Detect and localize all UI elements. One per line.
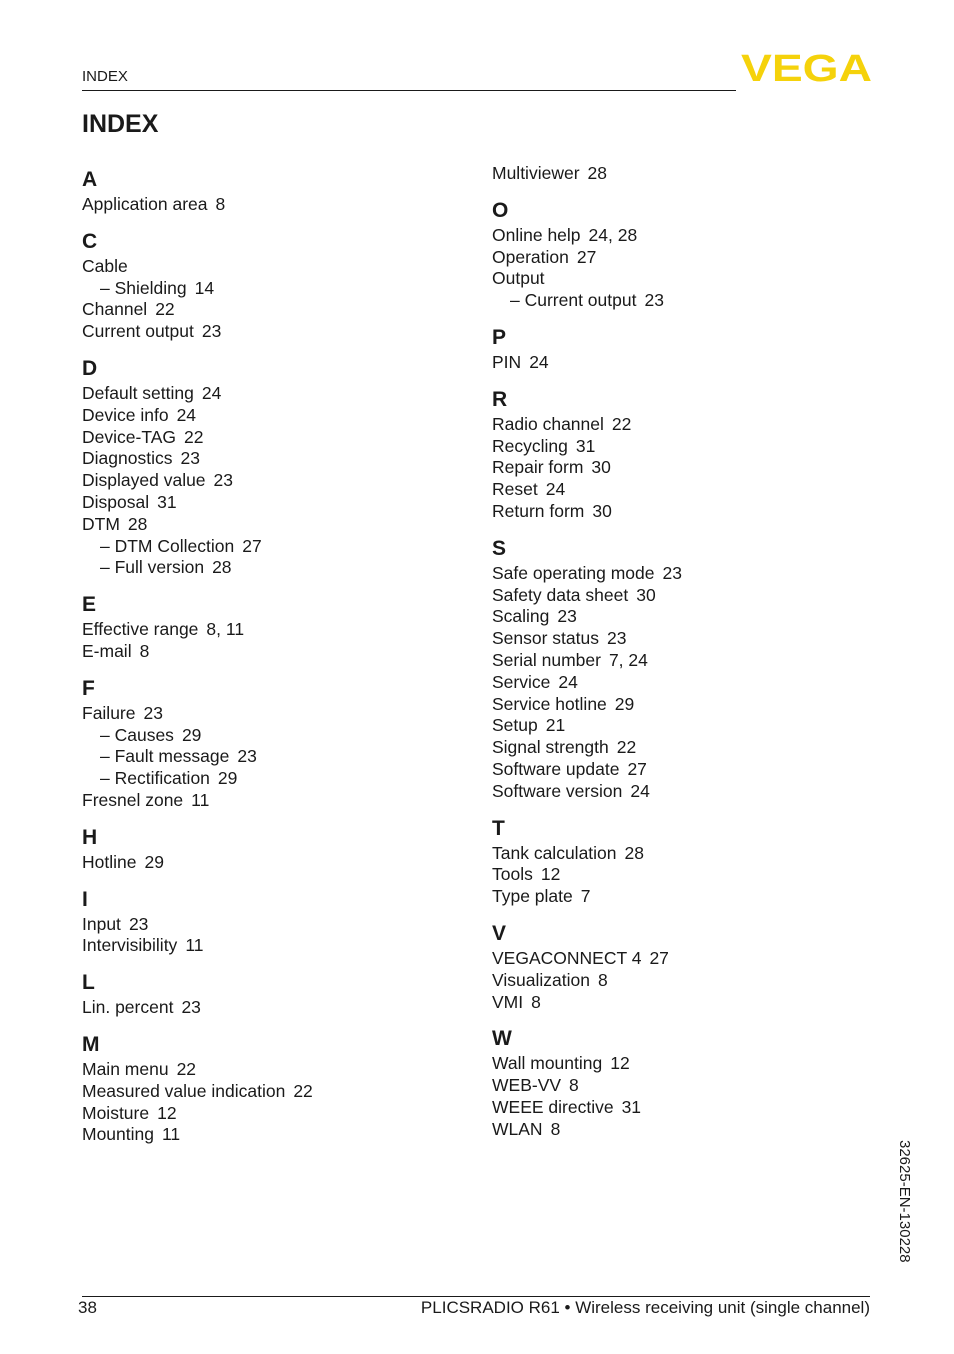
index-entry bbox=[492, 1075, 852, 1097]
section-letter: O bbox=[492, 198, 509, 222]
entry-page-ref: 23 bbox=[557, 606, 577, 627]
entry-term: Software update bbox=[492, 758, 620, 779]
index-entry bbox=[492, 163, 852, 185]
entry-term: Return form bbox=[492, 500, 585, 521]
entry-term: Fresnel zone bbox=[82, 789, 184, 810]
entry-page-ref: 14 bbox=[194, 277, 215, 298]
index-column-right bbox=[492, 163, 852, 1141]
index-subentry bbox=[82, 768, 442, 790]
index-entry bbox=[82, 1103, 442, 1125]
index-subentry bbox=[82, 746, 442, 768]
header-divider bbox=[82, 90, 736, 91]
index-entry bbox=[82, 914, 442, 936]
index-entry bbox=[82, 619, 442, 641]
entry-page-ref: 21 bbox=[545, 715, 566, 736]
entry-page-ref: 7, 24 bbox=[608, 649, 648, 670]
entry-page-ref: 27 bbox=[242, 535, 262, 556]
entry-page-ref: 24 bbox=[176, 404, 197, 425]
footer-divider bbox=[82, 1296, 870, 1297]
index-entry bbox=[82, 405, 442, 427]
section-letter: D bbox=[82, 356, 98, 380]
index-entry bbox=[492, 843, 852, 865]
section-letter: I bbox=[82, 887, 88, 911]
entry-term: – Rectification bbox=[100, 768, 210, 789]
index-entry bbox=[492, 606, 852, 628]
entry-term: Failure bbox=[82, 702, 136, 723]
index-entry bbox=[82, 448, 442, 470]
entry-term: Serial number bbox=[492, 649, 601, 670]
entry-page-ref: 22 bbox=[176, 1058, 197, 1079]
entry-term: Signal strength bbox=[492, 737, 609, 758]
index-entry bbox=[492, 970, 852, 992]
section-letter: L bbox=[82, 971, 95, 995]
entry-page-ref: 24 bbox=[529, 351, 549, 372]
index-subentry bbox=[82, 278, 442, 300]
entry-term: Hotline bbox=[82, 851, 137, 872]
entry-page-ref: 22 bbox=[155, 299, 175, 320]
index-entry bbox=[492, 864, 852, 886]
section-letter: C bbox=[82, 229, 98, 253]
entry-term: Output bbox=[492, 268, 545, 289]
entry-page-ref: 29 bbox=[181, 724, 202, 745]
section-letter: F bbox=[82, 676, 95, 700]
entry-term: Default setting bbox=[82, 382, 194, 403]
entry-term: Setup bbox=[492, 715, 538, 736]
entry-term: Scaling bbox=[492, 606, 550, 627]
entry-page-ref: 12 bbox=[157, 1102, 177, 1123]
index-entry bbox=[492, 457, 852, 479]
running-header: INDEX bbox=[82, 68, 128, 85]
entry-term: Operation bbox=[492, 246, 569, 267]
entry-term: Lin. percent bbox=[82, 997, 174, 1018]
index-entry bbox=[82, 790, 442, 812]
entry-term: VMI bbox=[492, 991, 524, 1012]
index-entry bbox=[492, 1119, 852, 1141]
entry-page-ref: 27 bbox=[627, 758, 647, 779]
index-entry bbox=[492, 436, 852, 458]
entry-term: Visualization bbox=[492, 969, 590, 990]
entry-page-ref: 23 bbox=[143, 702, 163, 723]
index-entry bbox=[492, 247, 852, 269]
section-letter: R bbox=[492, 387, 508, 411]
entry-page-ref: 31 bbox=[621, 1096, 642, 1117]
entry-term: – Fault message bbox=[100, 746, 230, 767]
entry-page-ref: 28 bbox=[127, 513, 148, 534]
index-entry bbox=[492, 628, 852, 650]
entry-term: Radio channel bbox=[492, 413, 604, 434]
entry-page-ref: 8 bbox=[139, 640, 150, 661]
entry-page-ref: 24 bbox=[630, 780, 650, 801]
entry-page-ref: 24 bbox=[545, 479, 566, 500]
entry-term: Sensor status bbox=[492, 628, 599, 649]
index-section bbox=[492, 535, 852, 803]
entry-term: WLAN bbox=[492, 1118, 543, 1139]
index-section bbox=[492, 815, 852, 908]
entry-term: Wall mounting bbox=[492, 1053, 603, 1074]
entry-page-ref: 23 bbox=[128, 913, 149, 934]
entry-page-ref: 8, 11 bbox=[206, 619, 245, 640]
section-letter: W bbox=[492, 1027, 512, 1051]
index-entry bbox=[492, 268, 852, 290]
index-section bbox=[492, 324, 852, 374]
index-entry bbox=[82, 1124, 442, 1146]
entry-term: – Causes bbox=[100, 724, 174, 745]
section-letter: H bbox=[82, 825, 98, 849]
index-section bbox=[82, 824, 442, 874]
entry-page-ref: 24 bbox=[558, 671, 578, 692]
entry-page-ref: 27 bbox=[649, 947, 669, 968]
index-subentry bbox=[82, 557, 442, 579]
index-subentry bbox=[82, 536, 442, 558]
entry-page-ref: 12 bbox=[540, 864, 561, 885]
entry-term: Tank calculation bbox=[492, 842, 617, 863]
entry-term: – Current output bbox=[510, 290, 637, 311]
index-entry bbox=[82, 1081, 442, 1103]
index-section bbox=[82, 886, 442, 958]
entry-term: – Shielding bbox=[100, 277, 187, 298]
entry-page-ref: 8 bbox=[569, 1075, 579, 1096]
index-entry bbox=[82, 383, 442, 405]
entry-term: Service bbox=[492, 671, 551, 692]
svg-text:VEGA: VEGA bbox=[741, 52, 872, 84]
entry-page-ref: 23 bbox=[644, 290, 664, 311]
entry-page-ref: 23 bbox=[180, 448, 200, 469]
footer-title: PLICSRADIO R61 • Wireless receiving unit (single channel) bbox=[420, 1298, 870, 1317]
entry-page-ref: 7 bbox=[580, 886, 591, 907]
index-subentry bbox=[82, 725, 442, 747]
index-entry bbox=[82, 256, 442, 278]
entry-page-ref: 23 bbox=[237, 746, 257, 767]
index-section bbox=[492, 386, 852, 523]
entry-term: Mounting bbox=[82, 1124, 154, 1145]
entry-page-ref: 23 bbox=[662, 562, 682, 583]
entry-term: Online help bbox=[492, 224, 581, 245]
index-entry bbox=[492, 781, 852, 803]
index-entry bbox=[82, 703, 442, 725]
index-entry bbox=[492, 737, 852, 759]
entry-term: Safe operating mode bbox=[492, 562, 655, 583]
entry-term: Disposal bbox=[82, 491, 150, 512]
entry-page-ref: 22 bbox=[184, 426, 204, 447]
vega-logo bbox=[741, 52, 872, 84]
index-section bbox=[82, 675, 442, 812]
entry-page-ref: 30 bbox=[636, 584, 656, 605]
entry-page-ref: 31 bbox=[575, 435, 596, 456]
entry-page-ref: 8 bbox=[597, 969, 608, 990]
entry-page-ref: 8 bbox=[531, 991, 541, 1012]
index-section bbox=[82, 1031, 442, 1146]
index-entry bbox=[492, 992, 852, 1014]
index-section bbox=[492, 1025, 852, 1140]
index-entry bbox=[82, 194, 442, 216]
index-section bbox=[492, 197, 852, 312]
entry-page-ref: 28 bbox=[587, 163, 607, 183]
index-entry bbox=[82, 852, 442, 874]
index-entry bbox=[82, 1059, 442, 1081]
index-entry bbox=[492, 715, 852, 737]
index-entry bbox=[82, 470, 442, 492]
index-entry bbox=[492, 225, 852, 247]
entry-term: Tools bbox=[492, 864, 533, 885]
index-section bbox=[82, 228, 442, 343]
entry-page-ref: 12 bbox=[610, 1053, 630, 1074]
index-entry bbox=[492, 759, 852, 781]
entry-term: Multiviewer bbox=[492, 163, 580, 183]
index-entry bbox=[492, 352, 852, 374]
entry-page-ref: 23 bbox=[201, 321, 222, 342]
entry-term: Repair form bbox=[492, 457, 584, 478]
entry-term: – DTM Collection bbox=[100, 535, 235, 556]
section-letter: T bbox=[492, 816, 505, 840]
entry-page-ref: 30 bbox=[591, 457, 611, 478]
index-entry bbox=[82, 935, 442, 957]
entry-page-ref: 11 bbox=[162, 1124, 181, 1145]
entry-term: Channel bbox=[82, 299, 148, 320]
index-entry bbox=[492, 1097, 852, 1119]
index-entry bbox=[82, 299, 442, 321]
entry-term: Input bbox=[82, 913, 121, 934]
entry-page-ref: 8 bbox=[550, 1118, 561, 1139]
index-section bbox=[82, 355, 442, 579]
entry-page-ref: 29 bbox=[614, 693, 635, 714]
section-letter: M bbox=[82, 1032, 100, 1056]
index-entry bbox=[82, 427, 442, 449]
index-entry bbox=[492, 563, 852, 585]
section-letter: V bbox=[492, 921, 507, 945]
entry-term: Intervisibility bbox=[82, 935, 178, 956]
entry-term: Device info bbox=[82, 404, 169, 425]
entry-page-ref: 27 bbox=[576, 246, 597, 267]
entry-term: Reset bbox=[492, 479, 538, 500]
index-entry bbox=[492, 694, 852, 716]
index-section bbox=[492, 163, 852, 185]
entry-term: WEB-VV bbox=[492, 1075, 562, 1096]
entry-page-ref: 29 bbox=[144, 851, 164, 872]
entry-page-ref: 11 bbox=[191, 789, 210, 810]
section-letter: P bbox=[492, 325, 507, 349]
entry-term: PIN bbox=[492, 351, 522, 372]
section-letter: S bbox=[492, 536, 507, 560]
document-code: 32625-EN-130228 bbox=[896, 1140, 913, 1263]
entry-page-ref: 8 bbox=[215, 194, 226, 214]
entry-term: Main menu bbox=[82, 1058, 169, 1079]
index-column-left bbox=[82, 163, 442, 1146]
entry-term: WEEE directive bbox=[492, 1096, 614, 1117]
index-section bbox=[82, 591, 442, 663]
index-entry bbox=[82, 514, 442, 536]
entry-term: Software version bbox=[492, 780, 623, 801]
index-section bbox=[82, 969, 442, 1019]
index-entry bbox=[492, 479, 852, 501]
entry-term: Effective range bbox=[82, 619, 199, 640]
entry-term: Recycling bbox=[492, 435, 568, 456]
entry-term: DTM bbox=[82, 513, 120, 534]
entry-term: Diagnostics bbox=[82, 448, 173, 469]
entry-page-ref: 28 bbox=[212, 557, 232, 578]
entry-term: Measured value indication bbox=[82, 1080, 286, 1101]
index-entry bbox=[492, 886, 852, 908]
page-title: INDEX bbox=[82, 110, 159, 138]
entry-term: Service hotline bbox=[492, 693, 607, 714]
section-letter: A bbox=[82, 168, 98, 191]
entry-page-ref: 23 bbox=[181, 997, 201, 1018]
entry-term: Displayed value bbox=[82, 470, 206, 491]
index-section bbox=[82, 166, 442, 216]
entry-term: Safety data sheet bbox=[492, 584, 629, 605]
entry-page-ref: 11 bbox=[185, 935, 204, 956]
index-entry bbox=[82, 997, 442, 1019]
section-letter: E bbox=[82, 593, 97, 617]
index-entry bbox=[82, 492, 442, 514]
entry-page-ref: 24, 28 bbox=[588, 224, 638, 245]
index-entry bbox=[492, 414, 852, 436]
entry-term: VEGACONNECT 4 bbox=[492, 947, 642, 968]
entry-term: Current output bbox=[82, 321, 194, 342]
page-number: 38 bbox=[78, 1298, 97, 1317]
entry-page-ref: 22 bbox=[611, 413, 632, 434]
index-entry bbox=[492, 650, 852, 672]
index-entry bbox=[82, 321, 442, 343]
entry-term: Type plate bbox=[492, 886, 573, 907]
index-entry bbox=[492, 501, 852, 523]
entry-page-ref: 30 bbox=[592, 500, 612, 521]
index-entry bbox=[492, 948, 852, 970]
entry-page-ref: 23 bbox=[213, 470, 234, 491]
index-entry bbox=[82, 641, 442, 663]
entry-term: Device-TAG bbox=[82, 426, 176, 447]
index-section bbox=[492, 920, 852, 1013]
entry-page-ref: 23 bbox=[607, 628, 627, 649]
entry-page-ref: 29 bbox=[217, 768, 238, 789]
entry-term: Application area bbox=[82, 194, 208, 214]
index-entry bbox=[492, 585, 852, 607]
entry-page-ref: 24 bbox=[201, 382, 222, 403]
index-subentry bbox=[492, 290, 852, 312]
entry-term: – Full version bbox=[100, 557, 205, 578]
entry-page-ref: 28 bbox=[624, 842, 644, 863]
entry-page-ref: 31 bbox=[157, 491, 177, 512]
entry-term: E-mail bbox=[82, 640, 132, 661]
entry-page-ref: 22 bbox=[293, 1080, 313, 1101]
entry-page-ref: 22 bbox=[616, 737, 637, 758]
entry-term: Moisture bbox=[82, 1102, 150, 1123]
index-entry bbox=[492, 1053, 852, 1075]
index-entry bbox=[492, 672, 852, 694]
entry-term: Cable bbox=[82, 255, 128, 276]
